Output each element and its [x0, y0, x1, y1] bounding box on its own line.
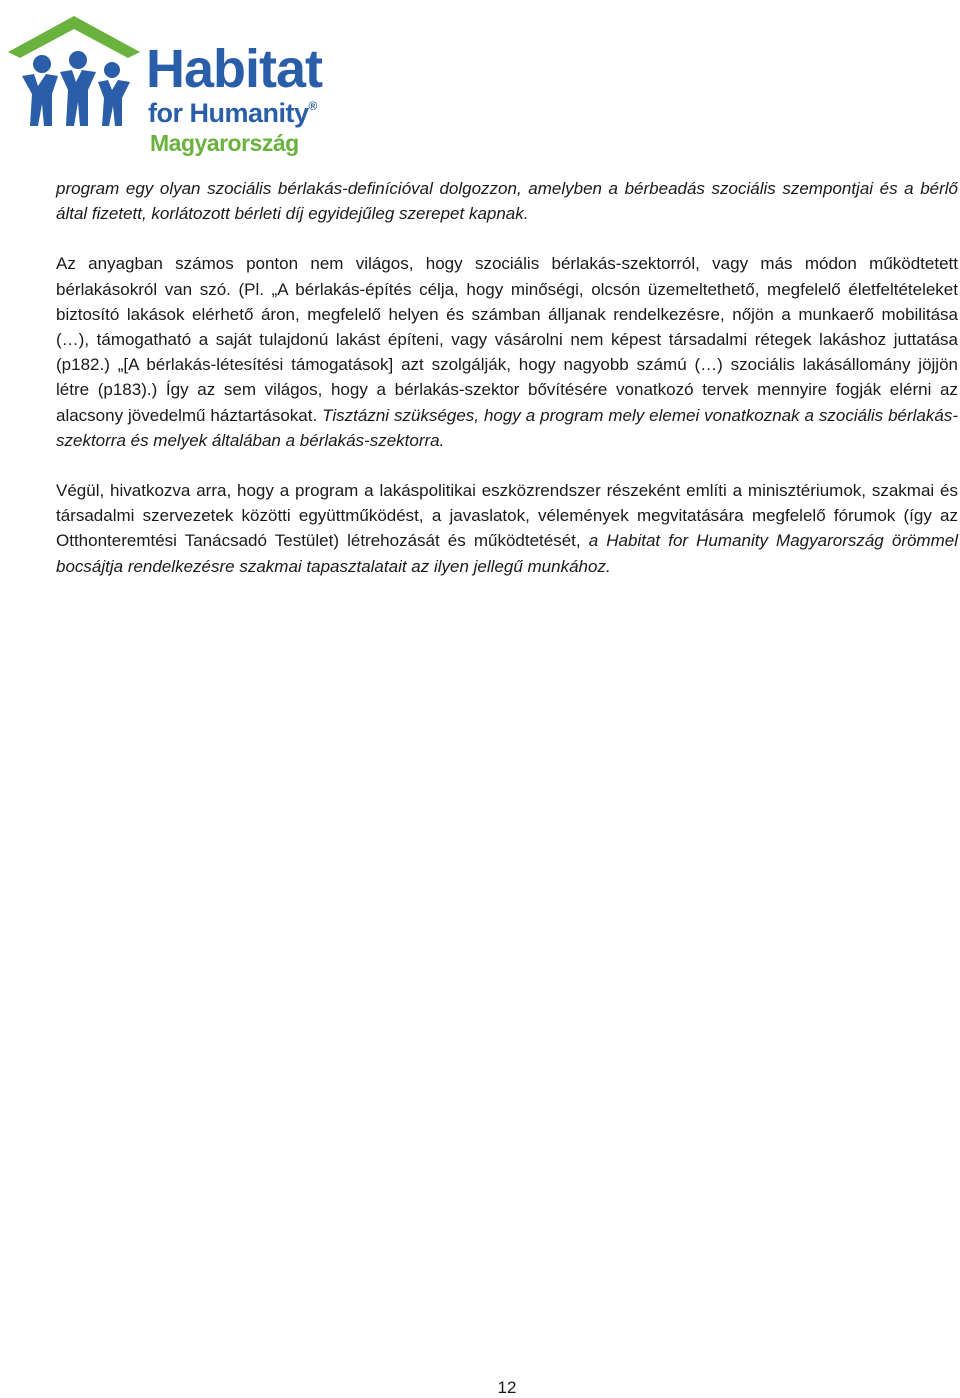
logo-word-for-humanity: for Humanity®: [148, 98, 317, 128]
paragraph-2-italic: Tisztázni szükséges, hogy a program mely elemei vonatkoznak a szociális bérlakás-szektorra és melyek általában a bérlakás-szektorra.: [56, 405, 958, 450]
paragraph-2-text: Az anyagban számos ponton nem világos, hogy szociális bérlakás-szektorról, vagy más módon működtetett bérlakásokról van szó. (Pl. „A bérlakás-építés célja, hogy minőségi, olcsón üzemeltethető, megfelelő életfeltételeket biztosító lakások elérhető áron, megfelelő helyen és számban álljanak rendelkezésre, nőjön a munkaerő mobilitása (…), támogatható a saját tulajdonú lakást építeni, vagy vásárolni nem képest társadalmi rétegek lakáshoz juttatása (p182.) „[A bérlakás-létesítési támogatások] azt szolgálják, hogy nagyobb számú (…) szociális lakásállomány jöjjön létre (p183).) Így az sem világos, hogy a bérlakás-szektor bővítésére vonatkozó tervek mennyire fogják elérni az alacsony jövedelmű háztartásokat.: [56, 254, 958, 425]
house-people-icon: [8, 14, 143, 139]
paragraph-2: [56, 251, 958, 453]
paragraph-3: [56, 478, 958, 579]
paragraph-1: [56, 176, 958, 226]
logo-word-magyarorszag: Magyarország: [150, 130, 299, 156]
paragraph-1-italic: program egy olyan szociális bérlakás-definícióval dolgozzon, amelyben a bérbeadás szociális szempontjai és a bérlő által fizetett, korlátozott bérleti díj egyidejűleg szerepet kapnak.: [56, 179, 958, 224]
paragraph-3-italic: a Habitat for Humanity Magyarország örömmel bocsájtja rendelkezésre szakmai tapasztalatait az ilyen jellegű munkához.: [56, 531, 958, 576]
paragraph-3-text: Végül, hivatkozva arra, hogy a program a lakáspolitikai eszközrendszer részeként említi a minisztériumok, szakmai és társadalmi szervezetek közötti együttműködést, a javaslatok, vélemények megvitatására megfelelő fórumok (így az Otthonteremtési Tanácsadó Testület) létrehozását és működtetését,: [56, 481, 958, 551]
page-number: 12: [497, 1378, 517, 1397]
document-body: [56, 176, 958, 604]
logo-word-habitat: Habitat: [146, 39, 323, 99]
habitat-logo: [8, 14, 328, 154]
registered-mark: ®: [308, 99, 317, 113]
